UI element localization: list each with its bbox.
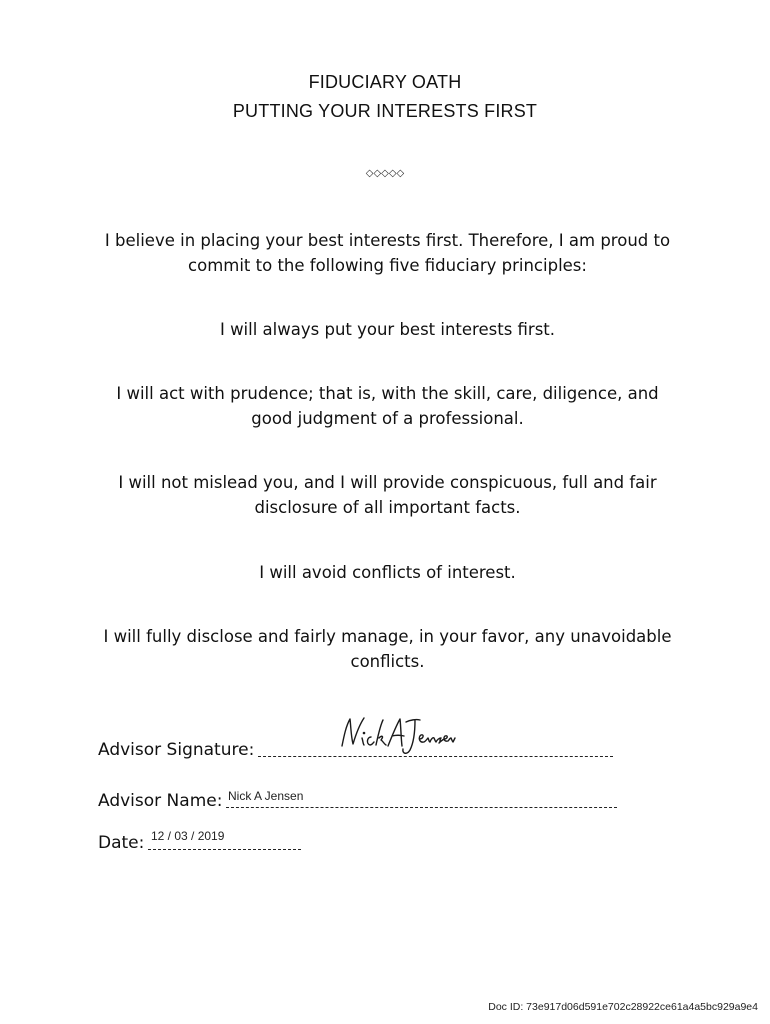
advisor-signature-field	[98, 738, 613, 760]
advisor-signature-label: Advisor Signature:	[98, 740, 255, 760]
principle-1: I will always put your best interests first.	[219, 320, 556, 339]
principle-5: I will fully disclose and fairly manage, in your favor, any unavoidable conflicts.	[103, 627, 672, 671]
document-subtitle: PUTTING YOUR INTERESTS FIRST	[232, 101, 538, 121]
advisor-name-field	[98, 789, 617, 811]
signature-line[interactable]	[258, 740, 613, 757]
advisor-name-value[interactable]: Nick A Jensen	[228, 789, 304, 803]
document-title: FIDUCIARY OATH	[308, 72, 462, 92]
intro-paragraph: I believe in placing your best interests first. Therefore, I am proud to commit to the following five fiduciary principles:	[104, 231, 671, 275]
principle-2: I will act with prudence; that is, with the skill, care, diligence, and good judgment of a professional.	[116, 384, 659, 428]
diamond-ornament-icon: ◇◇◇◇◇	[365, 168, 405, 179]
date-value[interactable]: 12 / 03 / 2019	[151, 829, 225, 843]
advisor-name-label: Advisor Name:	[98, 791, 223, 811]
doc-id: Doc ID: 73e917d06d591e702c28922ce61a4a5bc929a9e4	[488, 1001, 758, 1013]
principle-3: I will not mislead you, and I will provide conspicuous, full and fair disclosure of all important facts.	[118, 473, 657, 517]
date-label: Date:	[98, 833, 145, 853]
principle-4: I will avoid conflicts of interest.	[259, 563, 516, 582]
